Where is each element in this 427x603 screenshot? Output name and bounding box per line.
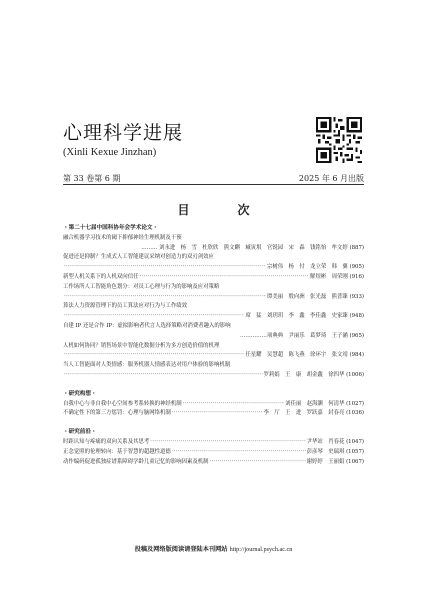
toc-entry[interactable] [63,458,364,468]
article-title: 正念觉照的伦理转向：基于智慧的超越性道德 [63,448,171,455]
toc-entry[interactable] [63,438,364,448]
toc-entry[interactable] [63,273,364,283]
leader-dots [183,400,284,410]
leader-dots [139,273,309,283]
issue-number: 第 33 卷第 6 期 [63,174,121,183]
article-authors-page: 罗莉娟 王 康 胡金鑫 徐四华 (1006) [263,371,364,378]
section-heading: ・研究构想・ [63,390,97,397]
article-authors-page: 解煜彬 周荣刚 (916) [310,273,364,280]
article-title: 自我中心与非自我中心空间参考系转换的神经机制 [63,400,182,407]
section-heading: ・研究前沿・ [63,429,97,436]
author-line [63,351,364,361]
table-of-contents [63,224,364,467]
author-line [63,244,364,254]
toc-entry[interactable] [63,409,364,419]
author-line [63,371,364,381]
article-authors-page: ……… 刘永进 杨 雪 杜欣欣 熊文麒 臧寅垠 官锐园 宋 森 钱铭怡 牟文婷 (887) [141,244,364,251]
article-authors-page: 彭彦琴 史瑞琪 (1057) [306,448,364,455]
article-authors-page: 谢婷婷 王丽娟 (1067) [306,458,364,465]
footer-label: 投稿及网络版阅读请登陆本刊网站 [134,546,228,553]
article-title: 不确定性下的第三方惩罚：心理与脑网络机制 [63,410,171,417]
article-title: 动作编码促进孤独症谱系障碍学龄儿童记忆的影响因素及机制 [63,458,209,465]
toc-entry[interactable] [63,302,364,322]
article-title: 算法人力资源管理下的员工算法应对行为与工作绩效 [63,303,187,310]
toc-entry[interactable] [63,400,364,410]
author-line [63,293,364,303]
journal-title: 心理科学进展 [63,122,184,144]
article-authors-page: 宗树伟 杨 付 龙立荣 韩 翼 (905) [266,264,364,271]
article-title: 人机如何协同？销售场景中智能化数据分析为多方创造价值的机理 [63,342,220,349]
article-authors-page: 席 猛 刘玥玥 李 鑫 李佳鑫 史家臻 (948) [245,313,364,320]
leader-dots [64,263,266,273]
toc-entry[interactable] [63,342,364,362]
toc-heading: 目 次 [177,203,268,217]
article-title: 工作场所人工智能角色划分：对员工心理与行为的影响及应对策略 [63,283,220,290]
section-heading: ・第二十七届中国科协年会学术论文・ [63,225,159,231]
article-authors-page: 任星耀 吴慧超 陈飞燕 徐环宇 张文靖 (984) [245,352,364,359]
leader-dots [150,438,305,448]
toc-entry[interactable] [63,322,364,342]
toc-entry[interactable] [63,234,364,254]
article-title: 当人工智能面对人类情感：服务机器人情感表达对用户体验的影响机制 [63,362,231,369]
leader-dots [172,409,263,419]
journal-pinyin: (Xinli Kexue Jinzhan) [63,147,157,158]
article-authors-page: ……………项典典 尹丽乐 葛梦琦 王子涵 (965) [239,332,364,339]
author-line [63,312,364,322]
article-authors-page: 李 厅 王 进 罗跃嘉 封春亮 (1036) [263,410,364,417]
article-title: 新型人机关系下的人机双向信任 [63,273,139,280]
article-authors-page: 谭美丽 殷向洲 张光磊 熊普臻 (933) [266,293,364,300]
leader-dots [64,312,244,322]
toc-entry[interactable] [63,253,364,273]
author-line [63,263,364,273]
article-title: 时距认知与疼痛的双向关系及其思考 [63,438,150,445]
qr-code-icon [316,117,362,163]
leader-dots [64,371,263,381]
article-title: 促进还是抑制？生成式人工智能建议采纳对创造力的双刃剑效应 [63,254,214,261]
article-title: 融合机器学习技术的阈下抑郁神经生理机制及干预 [63,234,182,241]
header-rule [63,184,364,185]
toc-entry[interactable] [63,283,364,303]
journal-url-link[interactable]: http://journal.psych.ac.cn [229,546,293,553]
leader-dots [64,351,244,361]
leader-dots [210,458,306,468]
toc-entry[interactable] [63,448,364,458]
toc-entry[interactable] [63,361,364,381]
leader-dots [64,293,266,303]
author-line [63,332,364,342]
footer [0,544,427,553]
leader-dots [172,448,306,458]
article-authors-page: 尹华站 肖春花 (1047) [306,438,364,445]
article-authors-page: 刘佳丽 赵海灏 何清华 (1027) [285,400,364,407]
publication-date: 2025 年 6 月出版 [298,174,364,183]
article-title: 自建 IP 还是合作 IP：虚拟影响者代言人选择策略对消费者趣入的影响 [63,322,231,329]
